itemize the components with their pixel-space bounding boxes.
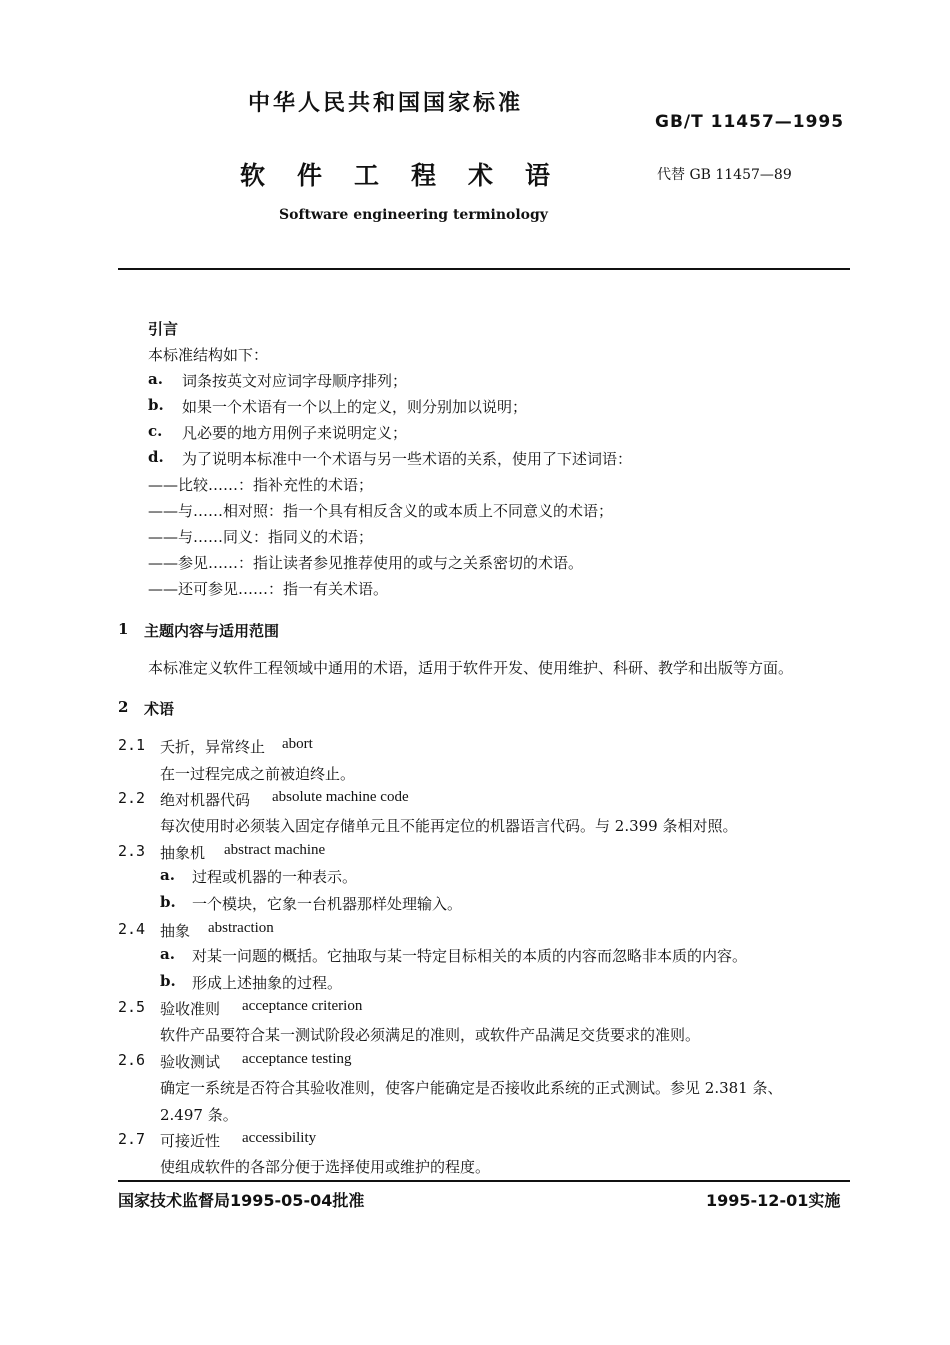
intro-dash-item: ——比较……：指补充性的术语； xyxy=(148,476,374,494)
term-english: absolute machine code xyxy=(272,789,409,805)
term-sub-mark: a. xyxy=(160,945,175,963)
term-sub-mark: b. xyxy=(160,893,176,911)
term-english: abstract machine xyxy=(224,842,326,858)
standard-code: GB/T 11457—1995 xyxy=(655,112,845,132)
term-definition: 在一过程完成之前被迫终止。 xyxy=(160,765,356,783)
intro-item-mark: b. xyxy=(148,396,164,414)
intro-dash-item: ——与……同义：指同义的术语； xyxy=(148,528,374,546)
term-sub-text: 过程或机器的一种表示。 xyxy=(192,868,358,886)
intro-lead: 本标准结构如下： xyxy=(148,346,269,364)
term-number: 2.1 xyxy=(118,736,146,754)
intro-item-text: 如果一个术语有一个以上的定义，则分别加以说明； xyxy=(182,398,528,416)
section-title: 主题内容与适用范围 xyxy=(144,622,280,640)
term-definition-continued: 2.497 条。 xyxy=(160,1106,238,1124)
term-chinese: 抽象 xyxy=(160,922,191,940)
section-body: 本标准定义软件工程领域中通用的术语，适用于软件开发、使用维护、科研、教学和出版等方面。 xyxy=(148,659,794,677)
term-definition: 每次使用时必须装入固定存储单元且不能再定位的机器语言代码。与 2.399 条相对照。 xyxy=(160,817,738,835)
term-sub-mark: b. xyxy=(160,972,176,990)
term-chinese: 夭折，异常终止 xyxy=(160,738,266,756)
intro-item-mark: d. xyxy=(148,448,164,466)
section-number: 2 xyxy=(118,698,129,716)
term-sub-mark: a. xyxy=(160,866,175,884)
term-english: accessibility xyxy=(242,1130,317,1146)
term-english: acceptance criterion xyxy=(242,998,363,1014)
term-chinese: 抽象机 xyxy=(160,844,206,862)
intro-dash-item: ——参见……：指让读者参见推荐使用的或与之关系密切的术语。 xyxy=(148,554,584,572)
term-number: 2.6 xyxy=(118,1051,146,1069)
header-rule xyxy=(118,268,850,270)
term-definition: 软件产品要符合某一测试阶段必须满足的准则，或软件产品满足交货要求的准则。 xyxy=(160,1026,701,1044)
term-number: 2.3 xyxy=(118,842,146,860)
term-chinese: 验收测试 xyxy=(160,1053,221,1071)
effective-date: 1995-12-01实施 xyxy=(706,1191,841,1210)
intro-heading: 引言 xyxy=(148,320,179,338)
term-chinese: 可接近性 xyxy=(160,1132,221,1150)
intro-item-mark: c. xyxy=(148,422,163,440)
approval-date: 国家技术监督局1995-05-04批准 xyxy=(118,1191,365,1210)
intro-item-mark: a. xyxy=(148,370,163,388)
intro-item-text: 为了说明本标准中一个术语与另一些术语的关系，使用了下述词语： xyxy=(182,450,633,468)
footer-rule xyxy=(118,1180,850,1182)
term-english: acceptance testing xyxy=(242,1051,352,1067)
document-title: 软件工程术语 xyxy=(240,161,583,190)
section-title: 术语 xyxy=(144,700,175,718)
intro-item-text: 凡必要的地方用例子来说明定义； xyxy=(182,424,408,442)
national-standard-heading: 中华人民共和国国家标准 xyxy=(248,91,524,116)
term-sub-text: 一个模块，它象一台机器那样处理输入。 xyxy=(192,895,463,913)
term-sub-text: 形成上述抽象的过程。 xyxy=(192,974,343,992)
intro-dash-item: ——与……相对照：指一个具有相反含义的或本质上不同意义的术语； xyxy=(148,502,614,520)
term-definition: 确定一系统是否符合其验收准则，使客户能确定是否接收此系统的正式测试。参见 2.381 条、 xyxy=(160,1079,783,1097)
term-chinese: 绝对机器代码 xyxy=(160,791,251,809)
term-english: abort xyxy=(282,736,313,752)
english-title: Software engineering terminology xyxy=(279,207,548,223)
intro-item-text: 词条按英文对应词字母顺序排列； xyxy=(182,372,408,390)
intro-dash-item: ——还可参见……：指一有关术语。 xyxy=(148,580,389,598)
term-number: 2.7 xyxy=(118,1130,146,1148)
replaces-note: 代替 GB 11457—89 xyxy=(657,167,792,183)
term-chinese: 验收准则 xyxy=(160,1000,221,1018)
term-number: 2.2 xyxy=(118,789,146,807)
term-sub-text: 对某一问题的概括。它抽取与某一特定目标相关的本质的内容而忽略非本质的内容。 xyxy=(192,947,748,965)
term-number: 2.4 xyxy=(118,920,146,938)
section-number: 1 xyxy=(118,620,129,638)
term-definition: 使组成软件的各部分便于选择使用或维护的程度。 xyxy=(160,1158,491,1176)
term-number: 2.5 xyxy=(118,998,146,1016)
term-english: abstraction xyxy=(208,920,274,936)
